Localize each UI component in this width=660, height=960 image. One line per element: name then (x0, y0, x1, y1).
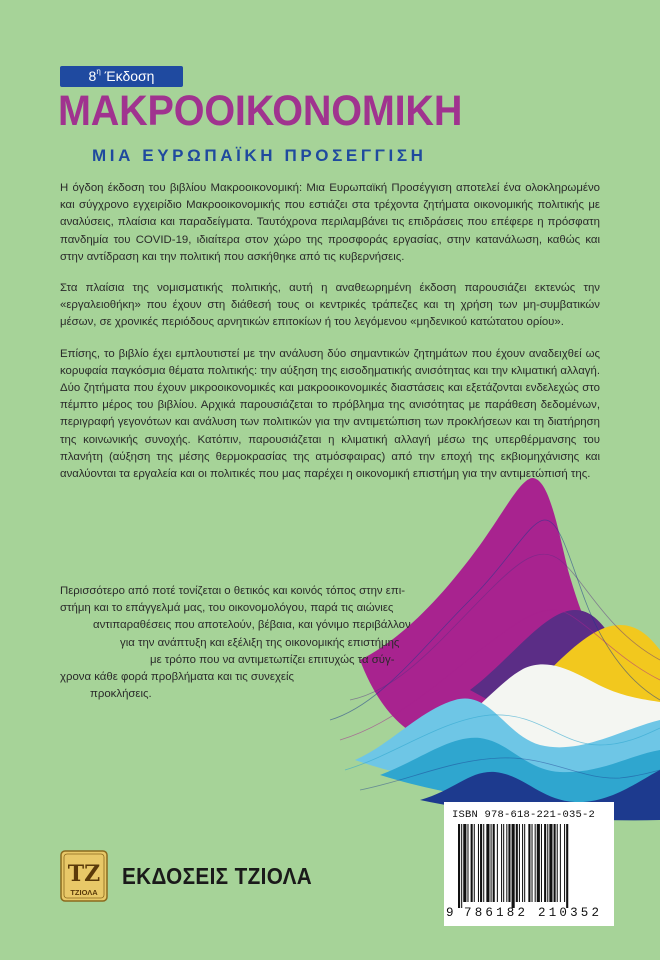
barcode-bar (478, 824, 479, 902)
closing-line: αντιπαραθέσεις που αποτελούν, βέβαια, και γόνιμο περιβάλλον (93, 619, 411, 632)
closing-line: χρονα κάθε φορά προβλήματα και τις συνεχείς (60, 671, 295, 684)
barcode-bar (458, 824, 460, 908)
edition-number: 8 (88, 68, 97, 84)
isbn-label: ISBN 978-618-221-035-2 (452, 809, 596, 821)
isbn-barcode (444, 802, 614, 926)
barcode-bar (528, 824, 530, 902)
barcode-bar (549, 824, 552, 902)
publisher-logo (60, 850, 108, 902)
barcode-bar (566, 824, 568, 908)
barcode-bar (467, 824, 468, 902)
barcode-bar (537, 824, 540, 902)
closing-line: για την ανάπτυξη και εξέλιξη της οικονομικής επιστήμης (120, 636, 400, 649)
barcode-digits-right: 210352 (538, 906, 603, 920)
publisher-block (60, 848, 333, 904)
barcode-bar (474, 824, 475, 902)
barcode-bar (564, 824, 565, 902)
paragraph-2: Στα πλαίσια της νομισματικής πολιτικής, αυτή η αναθεωρημένη έκδοση παρουσιάζει εκτενώς την «εργαλειοθήκη» που έχουν στη διάθεσή τους οι κεντρικές τράπεζες και τη χρήση των μη-συμβατικών μέσων, σε χρονικές περιόδους αρνητικών επιτοκίων ή του λεγόμενου «μηδενικού κατώτατου ορίου». (60, 282, 600, 329)
barcode-bar (483, 824, 484, 902)
barcode-bar (532, 824, 533, 902)
barcode-bar (535, 824, 536, 902)
barcode-bar (519, 824, 520, 902)
logo-letters: ΤΖ (67, 861, 101, 887)
book-title: ΜΑΚΡΟΟΙΚΟΝΟΜΙΚΗ (58, 87, 463, 135)
barcode-bar (497, 824, 498, 902)
barcode-bar (544, 824, 546, 902)
publisher-name: ΕΚΔΟΣΕΙΣ ΤΖΙΟΛΑ (122, 862, 313, 889)
barcode-bar (486, 824, 489, 902)
barcode-bar (480, 824, 482, 902)
closing-paragraph (60, 583, 490, 703)
barcode-bar (554, 824, 556, 902)
paragraph-3: Επίσης, το βιβλίο έχει εμπλουτιστεί με την ανάλυση δύο σημαντικών ζητημάτων που έχουν αναδειχθεί ως κορυφαία παγκόσμια θέματα πολιτικής: την αύξηση της εισοδηματικής ανισότητας και την κλιματική αλλαγή. Δύο ζητήματα που έχουν μικροοικονομικές και μακροοικονομικές διαστάσεις και εξετάζονται ενδελεχώς στο πέμπτο μέρος του βιβλίου. Αρχικά παρουσιάζεται το πρόβλημα της ανισότητας με παράθεση δεδομένων, περιγραφή γεγονότων και ανάλυση των πολιτικών για την αντιμετώπιση των προκλήσεων και τη διατήρηση της κοινωνικής συνοχής. Κατόπιν, παρουσιάζεται η κλιματική αλλαγή μέσω της υπερθέρμανσης του πλανήτη (αύξηση της μέσης θερμοκρασίας της ατμόσφαιρας) από την εποχή της εκβιομηχάνισης και αναλύονται τα εργαλεία και οι πολιτικές που μας παρέχει η οικονομική επιστήμη για την αντιμετώπισή της. (60, 347, 600, 481)
barcode-bar (491, 824, 492, 902)
barcode-bar (557, 824, 558, 902)
barcode-bar (541, 824, 542, 902)
barcode-bar (508, 824, 510, 902)
edition-badge (60, 66, 183, 87)
barcode-bar (516, 824, 518, 902)
barcode-bar (506, 824, 507, 902)
barcode-digit-first: 9 (446, 906, 454, 920)
barcode-bar (461, 824, 462, 908)
barcode-bar (547, 824, 548, 902)
closing-line: Περισσότερο από ποτέ τονίζεται ο θετικός και κοινός τόπος στην επι- (60, 585, 406, 597)
barcode-bars (454, 824, 606, 908)
closing-line: με τρόπο που να αντιμετωπίζει επιτυχώς τα σύγ- (150, 653, 395, 666)
barcode-bar (503, 824, 504, 902)
barcode-bar (522, 824, 523, 902)
edition-superscript: η (96, 67, 101, 76)
barcode-bar (501, 824, 502, 902)
edition-word: Έκδοση (104, 68, 155, 84)
barcode-bar (471, 824, 473, 902)
barcode-bar (463, 824, 466, 902)
barcode-bar (493, 824, 495, 902)
closing-line: στήμη και το επάγγελμά μας, του οικονομολόγου, παρά τις αιώνιες (60, 602, 394, 615)
barcode-digits-left: 786182 (464, 906, 529, 920)
barcode-bar (524, 824, 525, 902)
barcode-bar (560, 824, 561, 902)
barcode-bar (512, 824, 515, 908)
logo-caption: ΤΖΙΟΛΑ (70, 888, 98, 897)
description (60, 180, 600, 497)
paragraph-1: Η όγδοη έκδοση του βιβλίου Μακροοικονομική: Μια Ευρωπαϊκή Προσέγγιση αποτελεί ένα ολοκληρωμένο και σύγχρονο εγχειρίδιο Μακροοικονομικής που εστιάζει στα τρέχοντα ζητήματα οικονομικής πολιτικής με αναλύσεις, πλαίσια και παραδείγματα. Ταυτόχρονα περιλαμβάνει τις επιδράσεις που επέφερε η πρόσφατη πανδημία του COVID-19, ιδιαίτερα στον χώρο της προσφοράς εργασίας, στην κατανάλωση, καθώς και στην αντίδραση και την πολιτική που ασκήθηκε από τις κυβερνήσεις. (60, 182, 600, 263)
closing-line: προκλήσεις. (90, 688, 152, 701)
book-subtitle: ΜΙΑ ΕΥΡΩΠΑΪΚΗ ΠΡΟΣΕΓΓΙΣΗ (92, 146, 427, 165)
